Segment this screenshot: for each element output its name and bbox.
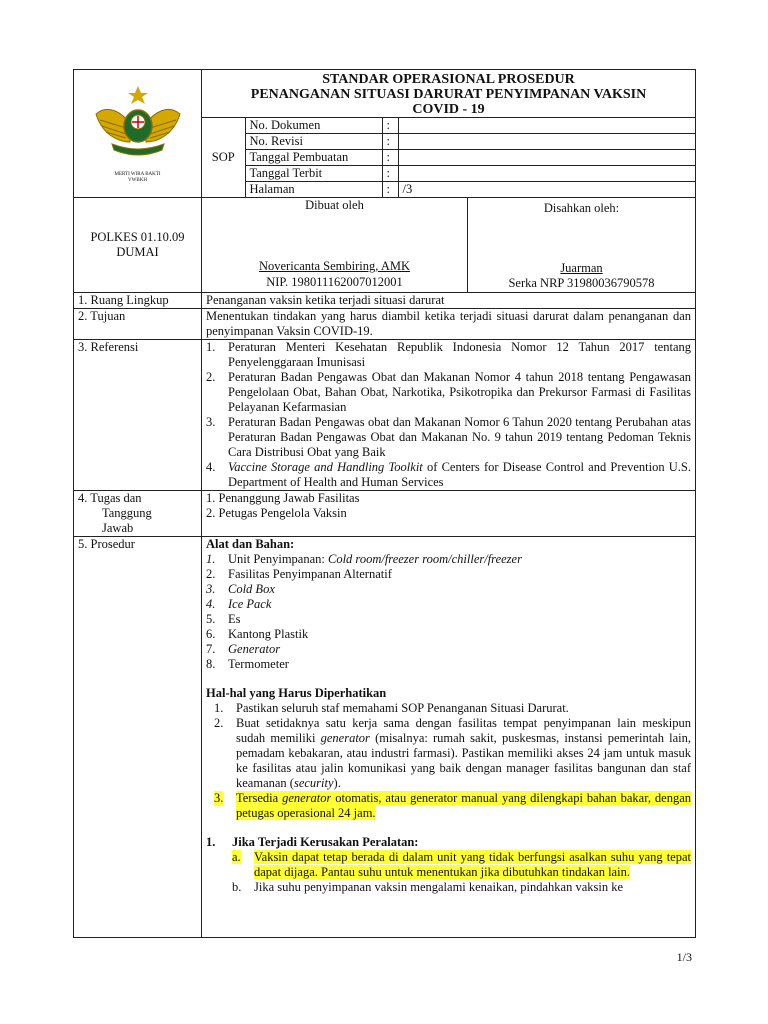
meta-cell bbox=[202, 118, 696, 198]
meta-label-rev: No. Revisi bbox=[245, 134, 382, 150]
tools-list bbox=[206, 552, 691, 672]
meta-sep: : bbox=[382, 118, 398, 134]
tool-item: 1. Unit Penyimpanan: Cold room/freezer room/chiller/freezer bbox=[206, 552, 522, 566]
unit-line-2: DUMAI bbox=[116, 245, 159, 259]
unit-cell bbox=[74, 198, 202, 293]
approval-cell bbox=[202, 198, 696, 293]
approved-nrp: Serka NRP 31980036790578 bbox=[508, 276, 655, 290]
tool-item: 7. Generator bbox=[206, 642, 281, 656]
meta-label-doc: No. Dokumen bbox=[245, 118, 382, 134]
notes-heading: Hal-hal yang Harus Diperhatikan bbox=[206, 686, 387, 700]
note-item: 2. Buat setidaknya satu kerja sama dengan fasilitas tempat penyimpanan lain meskipun sudah memiliki generator (misalnya: rumah sakit, puskesmas, instansi pemerintah lain, pemadam kebakaran, atau industri farmasi). Pastikan memiliki akses 24 jam untuk masuk ke fasilitas atau jalin komunikasi yang baik dengan manager fasilitas bangunan dan staf keamanan (security). bbox=[214, 716, 691, 790]
section-duty-list bbox=[202, 491, 696, 537]
page-number: 1/3 bbox=[676, 950, 692, 964]
section-label-ref: 3. Referensi bbox=[74, 340, 202, 491]
army-emblem-icon bbox=[90, 84, 186, 168]
tools-heading: Alat dan Bahan: bbox=[206, 537, 295, 551]
section-label-scope: 1. Ruang Lingkup bbox=[74, 293, 202, 309]
duty-item: 1. Penanggung Jawab Fasilitas bbox=[206, 491, 360, 505]
section-text-goal: Menentukan tindakan yang harus diambil ketika terjadi situasi darurat dalam penanganan dan penyimpanan Vaksin COVID-19. bbox=[202, 309, 696, 340]
meta-value-created bbox=[398, 150, 695, 166]
tool-item: 5. Es bbox=[206, 612, 241, 626]
unit-line-1: POLKES 01.10.09 bbox=[90, 230, 185, 244]
approved-block bbox=[468, 198, 695, 292]
section-label-goal: 2. Tujuan bbox=[74, 309, 202, 340]
meta-label-issued: Tanggal Terbit bbox=[245, 166, 382, 182]
made-by-name: Novericanta Sembiring, AMK bbox=[258, 259, 410, 273]
meta-value-doc bbox=[398, 118, 695, 134]
sop-label: SOP bbox=[202, 118, 245, 197]
document-title bbox=[202, 70, 696, 118]
made-by-block bbox=[202, 198, 468, 292]
notes-list bbox=[206, 701, 691, 821]
meta-label-page: Halaman bbox=[245, 182, 382, 198]
approved-name: Juarman bbox=[560, 261, 603, 275]
tool-item: 2. Fasilitas Penyimpanan Alternatif bbox=[206, 567, 392, 581]
section-ref-list bbox=[202, 340, 696, 491]
sop-table bbox=[73, 69, 696, 938]
meta-sep: : bbox=[382, 134, 398, 150]
ref-item: 2. Peraturan Badan Pengawas Obat dan Makanan Nomor 4 tahun 2018 tentang Pengawasan Pengelolaan Obat, Bahan Obat, Narkotika, Psikotropika dan Prekursor Farmasi di Fasilitas Pelayanan Kefarmasian bbox=[206, 370, 691, 414]
meta-value-rev bbox=[398, 134, 695, 150]
section-procedure bbox=[202, 537, 696, 938]
logo-caption: VWBKH bbox=[128, 177, 147, 183]
section-label-duty: 4. Tugas dan Tanggung Jawab bbox=[74, 491, 202, 537]
section-text-scope: Penanganan vaksin ketika terjadi situasi darurat bbox=[202, 293, 696, 309]
ref-item: 3. Peraturan Badan Pengawas obat dan Makanan Nomor 6 Tahun 2020 tentang Perubahan atas Peraturan Badan Pengawas Obat dan Makanan No. 9 tahun 2019 tentang Pedoman Teknis Cara Distribusi Obat yang Baik bbox=[206, 415, 691, 459]
title-line-2: PENANGANAN SITUASI DARURAT PENYIMPANAN VAKSIN bbox=[250, 87, 647, 102]
tool-item: 4. Ice Pack bbox=[206, 597, 272, 611]
meta-sep: : bbox=[382, 182, 398, 198]
meta-label-created: Tanggal Pembuatan bbox=[245, 150, 382, 166]
meta-sep: : bbox=[382, 166, 398, 182]
meta-sep: : bbox=[382, 150, 398, 166]
section-label-procedure: 5. Prosedur bbox=[74, 537, 202, 938]
damage-list bbox=[206, 850, 691, 895]
damage-item: b. Jika suhu penyimpanan vaksin mengalami kenaikan, pindahkan vaksin ke bbox=[232, 880, 624, 894]
tool-item: 6. Kantong Plastik bbox=[206, 627, 309, 641]
meta-value-issued bbox=[398, 166, 695, 182]
title-line-3: COVID - 19 bbox=[412, 102, 485, 117]
tool-item: 8. Termometer bbox=[206, 657, 289, 671]
note-item-highlighted: 3. Tersedia generator otomatis, atau generator manual yang dilengkapi bahan bakar, dengan petugas operasional 24 jam. bbox=[214, 791, 691, 820]
note-item: 1. Pastikan seluruh staf memahami SOP Penanganan Situasi Darurat. bbox=[214, 701, 569, 715]
damage-heading: 1. Jika Terjadi Kerusakan Peralatan: bbox=[206, 835, 419, 849]
logo-cell bbox=[74, 70, 202, 198]
approved-label: Disahkan oleh: bbox=[543, 201, 620, 215]
meta-table bbox=[202, 118, 695, 197]
ref-item: 1. Peraturan Menteri Kesehatan Republik Indonesia Nomor 12 Tahun 2017 tentang Penyelenggaraan Imunisasi bbox=[206, 340, 691, 369]
damage-item-highlighted: a. Vaksin dapat tetap berada di dalam unit yang tidak berfungsi asalkan suhu yang tepat dapat dijaga. Pantau suhu untuk menentukan jika dibutuhkan tindakan lain. bbox=[232, 850, 691, 879]
title-line-1: STANDAR OPERASIONAL PROSEDUR bbox=[322, 72, 575, 87]
meta-value-page: /3 bbox=[398, 182, 695, 198]
ref-item: 4. Vaccine Storage and Handling Toolkit of Centers for Disease Control and Prevention U.S. Department of Health and Human Services bbox=[206, 460, 691, 489]
made-by-label: Dibuat oleh bbox=[305, 198, 364, 212]
logo-motto: MERTI WIRA BAKTI bbox=[114, 171, 161, 177]
tool-item: 3. Cold Box bbox=[206, 582, 275, 596]
duty-item: 2. Petugas Pengelola Vaksin bbox=[206, 506, 347, 520]
made-by-nip: NIP. 198011162007012001 bbox=[266, 275, 403, 289]
